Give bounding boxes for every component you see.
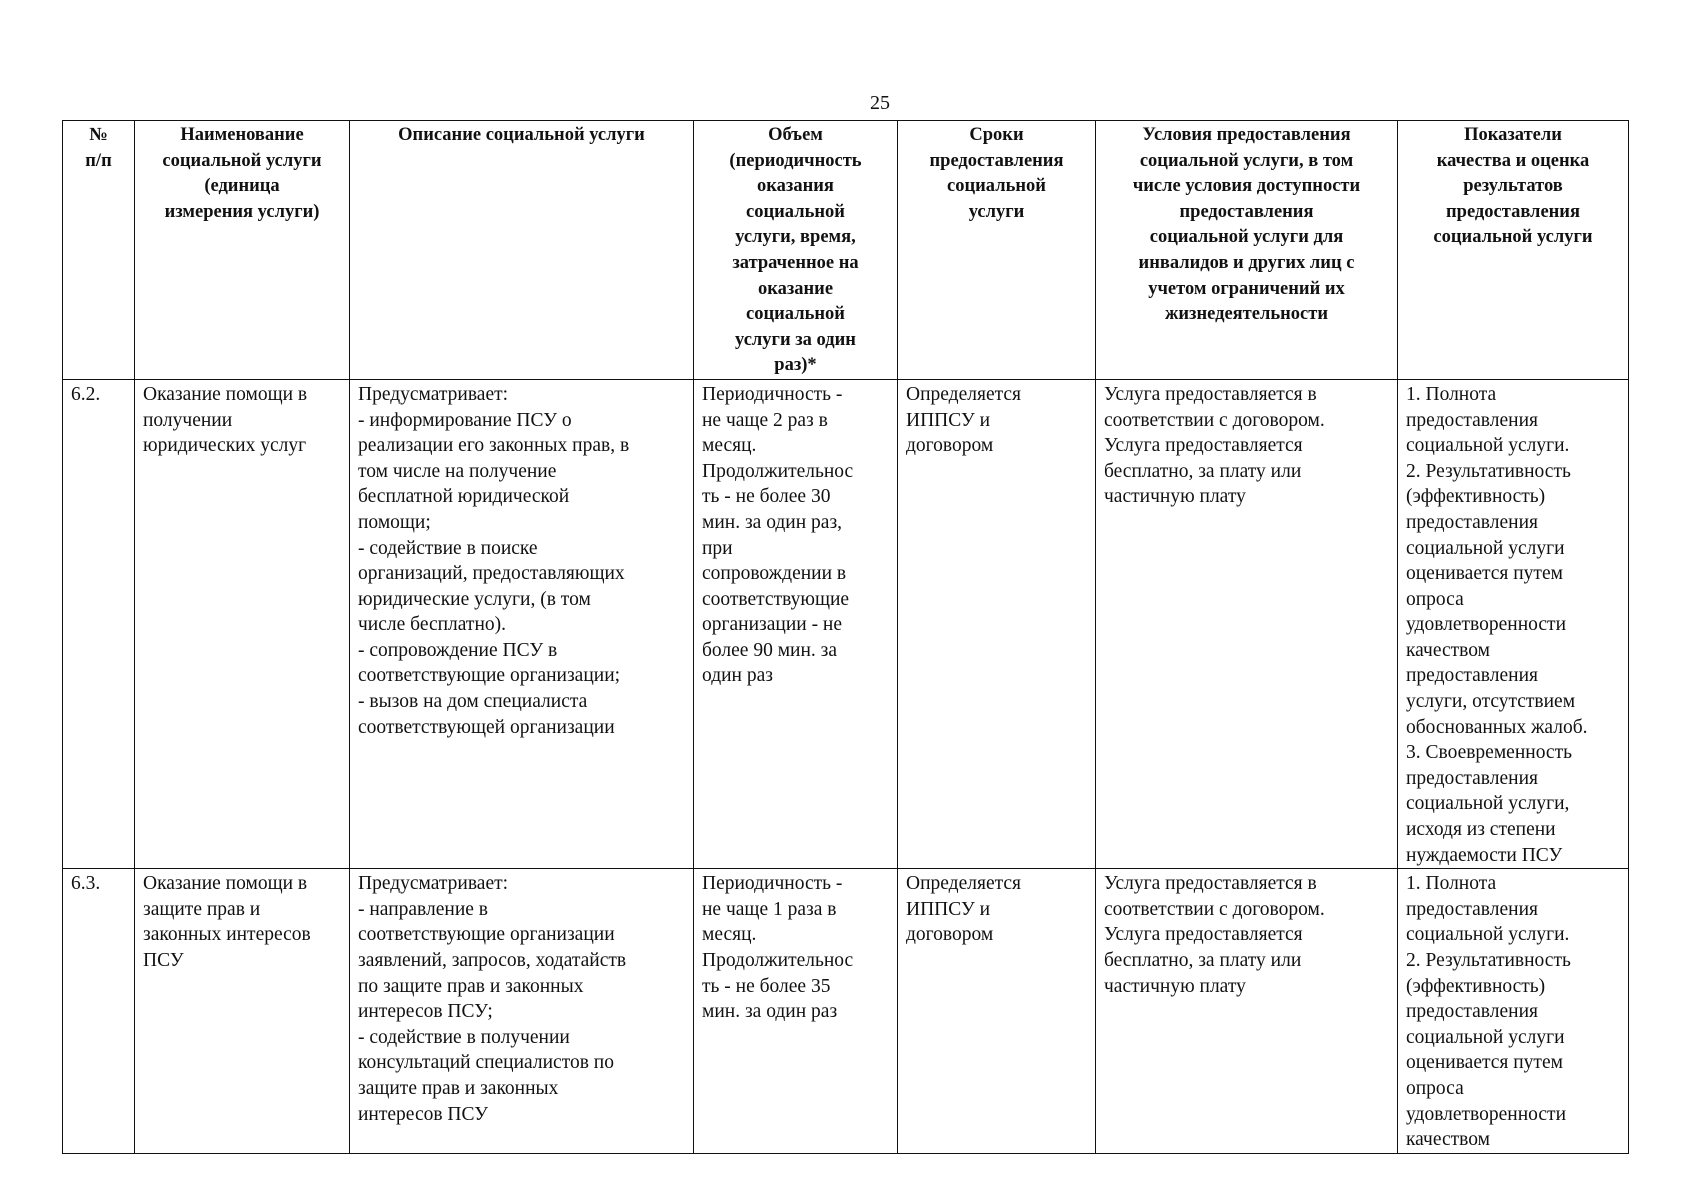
- header-line: предоставления: [1179, 201, 1314, 222]
- cell-line: исходя из степени: [1406, 819, 1556, 841]
- cell-line: ИППСУ и: [906, 898, 991, 920]
- cell-line: 2. Результативность: [1406, 460, 1571, 482]
- cell-line: бесплатной юридической: [358, 486, 570, 508]
- header-line: предоставления: [1446, 201, 1580, 222]
- cell-line: ть - не более 35: [702, 975, 831, 997]
- header-line: социальной услуги: [1433, 227, 1593, 248]
- cell-line: ть - не более 30: [702, 486, 831, 508]
- cell-line: месяц.: [702, 435, 757, 457]
- header-line: социальной: [746, 304, 845, 325]
- cell-line: Периодичность -: [702, 873, 843, 895]
- cell-line: социальной услуги,: [1406, 793, 1570, 815]
- cell-line: бесплатно, за плату или: [1104, 460, 1302, 482]
- header-line: социальной услуги, в том: [1139, 150, 1354, 171]
- header-line: социальной: [746, 201, 845, 222]
- header-line: оказание: [757, 278, 834, 299]
- cell-line: оценивается путем: [1406, 563, 1563, 585]
- header-line: измерения услуги): [164, 201, 320, 222]
- cell-line: оценивается путем: [1406, 1052, 1563, 1074]
- cell-line: реализации его законных прав, в: [358, 435, 630, 457]
- cell-line: опроса: [1406, 588, 1464, 610]
- header-conditions: [1096, 121, 1398, 380]
- header-line: жизнедеятельности: [1164, 304, 1329, 325]
- cell-line: соответствующие: [702, 588, 850, 610]
- cell-line: удовлетворенности: [1406, 1103, 1566, 1125]
- cell-line: Определяется: [906, 383, 1021, 405]
- header-line: Условия предоставления: [1142, 125, 1351, 145]
- header-line: инвалидов и других лиц с: [1138, 252, 1355, 273]
- header-line: Сроки: [969, 125, 1024, 145]
- service-conditions: [1096, 379, 1398, 868]
- cell-line: по защите прав и законных: [358, 975, 584, 997]
- header-line: качества и оценка: [1436, 150, 1590, 171]
- cell-line: обоснованных жалоб.: [1406, 716, 1588, 738]
- cell-line: - информирование ПСУ о: [358, 409, 572, 431]
- cell-line: Предусматривает:: [358, 383, 509, 405]
- cell-line: не чаще 1 раза в: [702, 898, 837, 920]
- cell-line: более 90 мин. за: [702, 639, 838, 661]
- header-line: Описание социальной услуги: [398, 125, 645, 145]
- cell-line: социальной услуги.: [1406, 435, 1570, 457]
- cell-line: - направление в: [358, 898, 488, 920]
- cell-line: консультаций специалистов по: [358, 1052, 614, 1074]
- cell-line: соответствующие организации: [358, 924, 615, 946]
- cell-line: предоставления: [1406, 665, 1538, 687]
- cell-line: - вызов на дом специалиста: [358, 691, 588, 713]
- cell-line: договором: [906, 924, 994, 946]
- header-volume: [694, 121, 898, 380]
- cell-line: законных интересов: [143, 924, 311, 946]
- cell-line: юридических услуг: [143, 435, 307, 457]
- cell-line: предоставления: [1406, 898, 1538, 920]
- header-line: результатов: [1463, 176, 1563, 197]
- cell-line: помощи;: [358, 511, 431, 533]
- service-name: [135, 869, 350, 1154]
- header-indicators: [1398, 121, 1629, 380]
- cell-line: месяц.: [702, 924, 757, 946]
- cell-line: Оказание помощи в: [143, 383, 308, 405]
- cell-line: - содействие в получении: [358, 1026, 570, 1048]
- header-description: [350, 121, 694, 380]
- cell-line: договором: [906, 435, 994, 457]
- cell-line: - содействие в поиске: [358, 537, 538, 559]
- header-line: оказания: [757, 176, 834, 197]
- header-line: числе условия доступности: [1132, 176, 1361, 197]
- cell-line: Услуга предоставляется в: [1104, 873, 1317, 895]
- cell-line: предоставления: [1406, 1001, 1538, 1023]
- service-indicators: [1398, 869, 1629, 1154]
- cell-line: социальной услуги: [1406, 537, 1565, 559]
- cell-line: получении: [143, 409, 233, 431]
- cell-line: мин. за один раз: [702, 1001, 838, 1023]
- cell-line: 3. Своевременность: [1406, 742, 1573, 764]
- cell-line: Определяется: [906, 873, 1021, 895]
- cell-line: соответствующие организации;: [358, 665, 621, 687]
- cell-line: Предусматривает:: [358, 873, 509, 895]
- cell-line: нуждаемости ПСУ: [1406, 844, 1563, 866]
- cell-line: 1. Полнота: [1406, 873, 1497, 895]
- cell-line: при: [702, 537, 733, 559]
- cell-line: соответствии с договором.: [1104, 898, 1325, 920]
- header-line: социальной услуги: [162, 150, 322, 171]
- cell-line: бесплатно, за плату или: [1104, 950, 1302, 971]
- cell-line: социальной услуги: [1406, 1026, 1565, 1048]
- cell-line: соответствии с договором.: [1104, 409, 1325, 431]
- cell-line: Периодичность -: [702, 383, 843, 405]
- cell-line: организаций, предоставляющих: [358, 563, 625, 585]
- cell-line: 1. Полнота: [1406, 383, 1497, 405]
- cell-line: Продолжительнос: [702, 460, 854, 482]
- cell-line: соответствующей организации: [358, 716, 615, 738]
- table-row: [63, 379, 1629, 868]
- cell-line: защите прав и: [143, 898, 261, 920]
- service-description: [350, 379, 694, 868]
- cell-line: юридические услуги, (в том: [358, 588, 591, 610]
- header-line: (периодичность: [729, 150, 862, 171]
- cell-line: (эффективность): [1406, 486, 1546, 508]
- cell-line: удовлетворенности: [1406, 614, 1566, 636]
- service-indicators: [1398, 379, 1629, 868]
- cell-line: предоставления: [1406, 767, 1538, 789]
- header-line: предоставления: [929, 150, 1064, 171]
- cell-line: качеством: [1406, 639, 1490, 661]
- row-number: 6.3.: [63, 869, 135, 1154]
- header-line: раз)*: [774, 355, 817, 376]
- header-service-name: [135, 121, 350, 380]
- header-number: [63, 121, 135, 380]
- service-terms: [898, 379, 1096, 868]
- page-number: 25: [870, 92, 890, 114]
- cell-line: мин. за один раз,: [702, 511, 843, 533]
- header-line: услуги за один: [735, 329, 856, 350]
- service-volume: [694, 379, 898, 868]
- cell-line: ИППСУ и: [906, 409, 991, 431]
- service-conditions: [1096, 869, 1398, 1154]
- cell-line: (эффективность): [1406, 975, 1546, 997]
- header-line: п/п: [85, 150, 112, 171]
- cell-line: заявлений, запросов, ходатайств: [358, 950, 627, 971]
- table-header-row: [63, 121, 1629, 380]
- cell-line: Оказание помощи в: [143, 873, 308, 895]
- cell-line: ПСУ: [143, 950, 184, 971]
- table-row: [63, 869, 1629, 1154]
- header-line: Наименование: [180, 125, 304, 145]
- cell-line: опроса: [1406, 1077, 1464, 1099]
- cell-line: Услуга предоставляется: [1104, 435, 1303, 457]
- cell-line: один раз: [702, 665, 773, 687]
- header-line: социальной услуги для: [1149, 227, 1344, 248]
- header-terms: [898, 121, 1096, 380]
- cell-line: числе бесплатно).: [358, 614, 507, 636]
- cell-line: сопровождении в: [702, 563, 847, 585]
- cell-line: Услуга предоставляется в: [1104, 383, 1317, 405]
- header-line: учетом ограничений их: [1148, 278, 1345, 299]
- header-line: услуги: [968, 201, 1025, 222]
- cell-line: частичную плату: [1104, 975, 1246, 997]
- cell-line: 2. Результативность: [1406, 950, 1571, 971]
- cell-line: предоставления: [1406, 409, 1538, 431]
- cell-line: качеством: [1406, 1129, 1490, 1151]
- cell-line: организации - не: [702, 614, 843, 636]
- header-line: (единица: [204, 176, 280, 197]
- header-line: социальной: [947, 176, 1046, 197]
- services-table: [62, 120, 1629, 1154]
- cell-line: услуги, отсутствием: [1406, 691, 1576, 713]
- header-line: Объем: [768, 125, 823, 145]
- cell-line: социальной услуги.: [1406, 924, 1570, 946]
- cell-line: предоставления: [1406, 511, 1538, 533]
- service-description: [350, 869, 694, 1154]
- header-line: №: [89, 125, 108, 145]
- cell-line: не чаще 2 раз в: [702, 409, 828, 431]
- cell-line: защите прав и законных: [358, 1077, 559, 1099]
- service-volume: [694, 869, 898, 1154]
- cell-line: интересов ПСУ: [358, 1103, 489, 1125]
- cell-line: том числе на получение: [358, 460, 557, 482]
- header-line: услуги, время,: [735, 227, 856, 248]
- service-name: [135, 379, 350, 868]
- header-line: Показатели: [1464, 125, 1562, 145]
- header-line: затраченное на: [732, 252, 859, 273]
- cell-line: частичную плату: [1104, 486, 1246, 508]
- cell-line: - сопровождение ПСУ в: [358, 639, 558, 661]
- row-number: 6.2.: [63, 379, 135, 868]
- service-terms: [898, 869, 1096, 1154]
- cell-line: Услуга предоставляется: [1104, 924, 1303, 946]
- cell-line: интересов ПСУ;: [358, 1001, 493, 1023]
- cell-line: Продолжительнос: [702, 950, 854, 971]
